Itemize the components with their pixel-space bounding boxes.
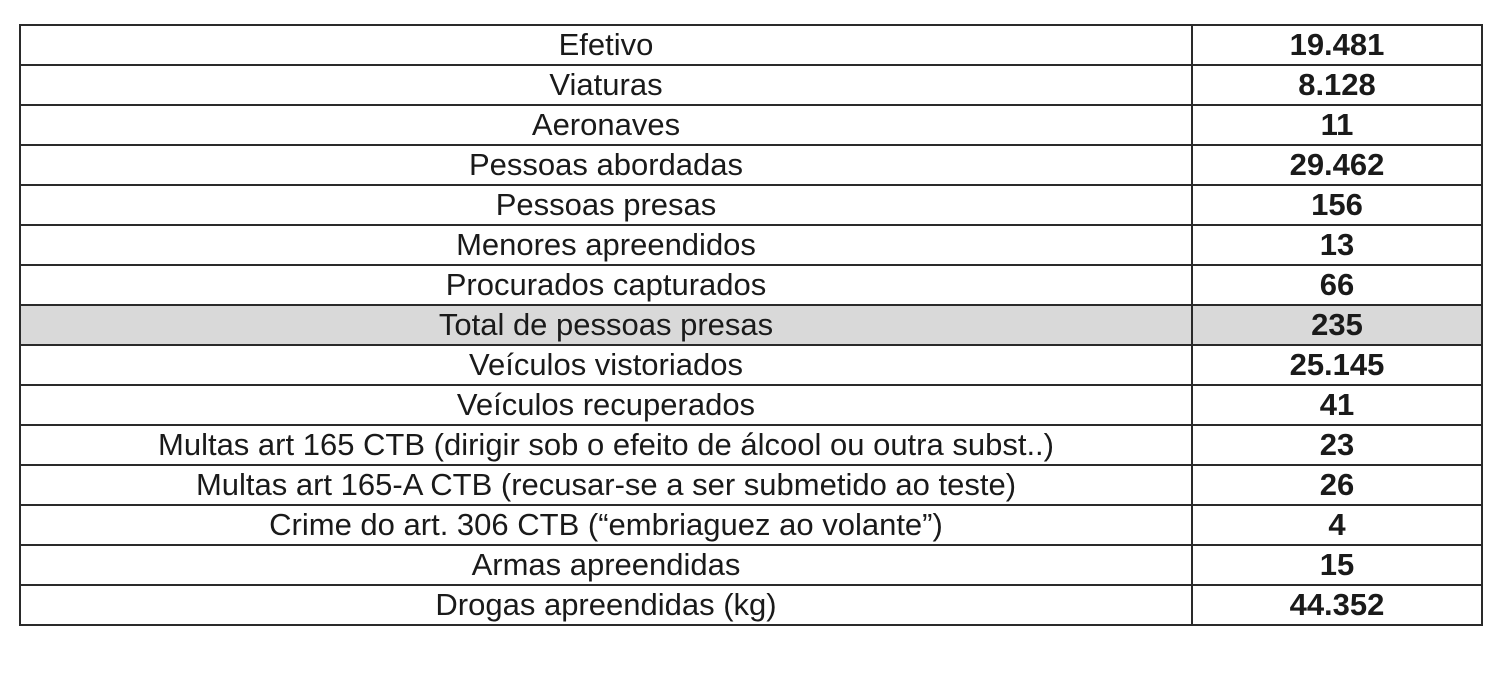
table-row [20, 505, 1482, 545]
row-value: 25.145 [1192, 345, 1482, 385]
table-row [20, 225, 1482, 265]
table-row [20, 105, 1482, 145]
row-label: Drogas apreendidas (kg) [20, 585, 1192, 625]
row-value: 19.481 [1192, 25, 1482, 65]
table-row-total [20, 305, 1482, 345]
statistics-table-body [20, 25, 1482, 625]
table-row [20, 545, 1482, 585]
row-value: 4 [1192, 505, 1482, 545]
table-row [20, 345, 1482, 385]
row-value: 29.462 [1192, 145, 1482, 185]
row-label: Multas art 165-A CTB (recusar-se a ser submetido ao teste) [20, 465, 1192, 505]
row-label: Efetivo [20, 25, 1192, 65]
table-row [20, 385, 1482, 425]
row-value: 41 [1192, 385, 1482, 425]
row-label: Pessoas abordadas [20, 145, 1192, 185]
row-value: 156 [1192, 185, 1482, 225]
row-value: 66 [1192, 265, 1482, 305]
row-label: Pessoas presas [20, 185, 1192, 225]
row-value: 235 [1192, 305, 1482, 345]
statistics-table [19, 24, 1483, 626]
table-row [20, 25, 1482, 65]
table-row [20, 65, 1482, 105]
row-value: 23 [1192, 425, 1482, 465]
table-row [20, 425, 1482, 465]
row-label: Total de pessoas presas [20, 305, 1192, 345]
row-label: Multas art 165 CTB (dirigir sob o efeito de álcool ou outra subst..) [20, 425, 1192, 465]
row-label: Veículos vistoriados [20, 345, 1192, 385]
row-label: Veículos recuperados [20, 385, 1192, 425]
table-row [20, 185, 1482, 225]
table-row [20, 585, 1482, 625]
row-value: 8.128 [1192, 65, 1482, 105]
row-value: 13 [1192, 225, 1482, 265]
row-label: Menores apreendidos [20, 225, 1192, 265]
row-label: Viaturas [20, 65, 1192, 105]
row-label: Procurados capturados [20, 265, 1192, 305]
table-row [20, 145, 1482, 185]
table-row [20, 465, 1482, 505]
row-value: 11 [1192, 105, 1482, 145]
row-value: 26 [1192, 465, 1482, 505]
row-value: 15 [1192, 545, 1482, 585]
row-value: 44.352 [1192, 585, 1482, 625]
row-label: Armas apreendidas [20, 545, 1192, 585]
row-label: Crime do art. 306 CTB (“embriaguez ao volante”) [20, 505, 1192, 545]
row-label: Aeronaves [20, 105, 1192, 145]
table-row [20, 265, 1482, 305]
